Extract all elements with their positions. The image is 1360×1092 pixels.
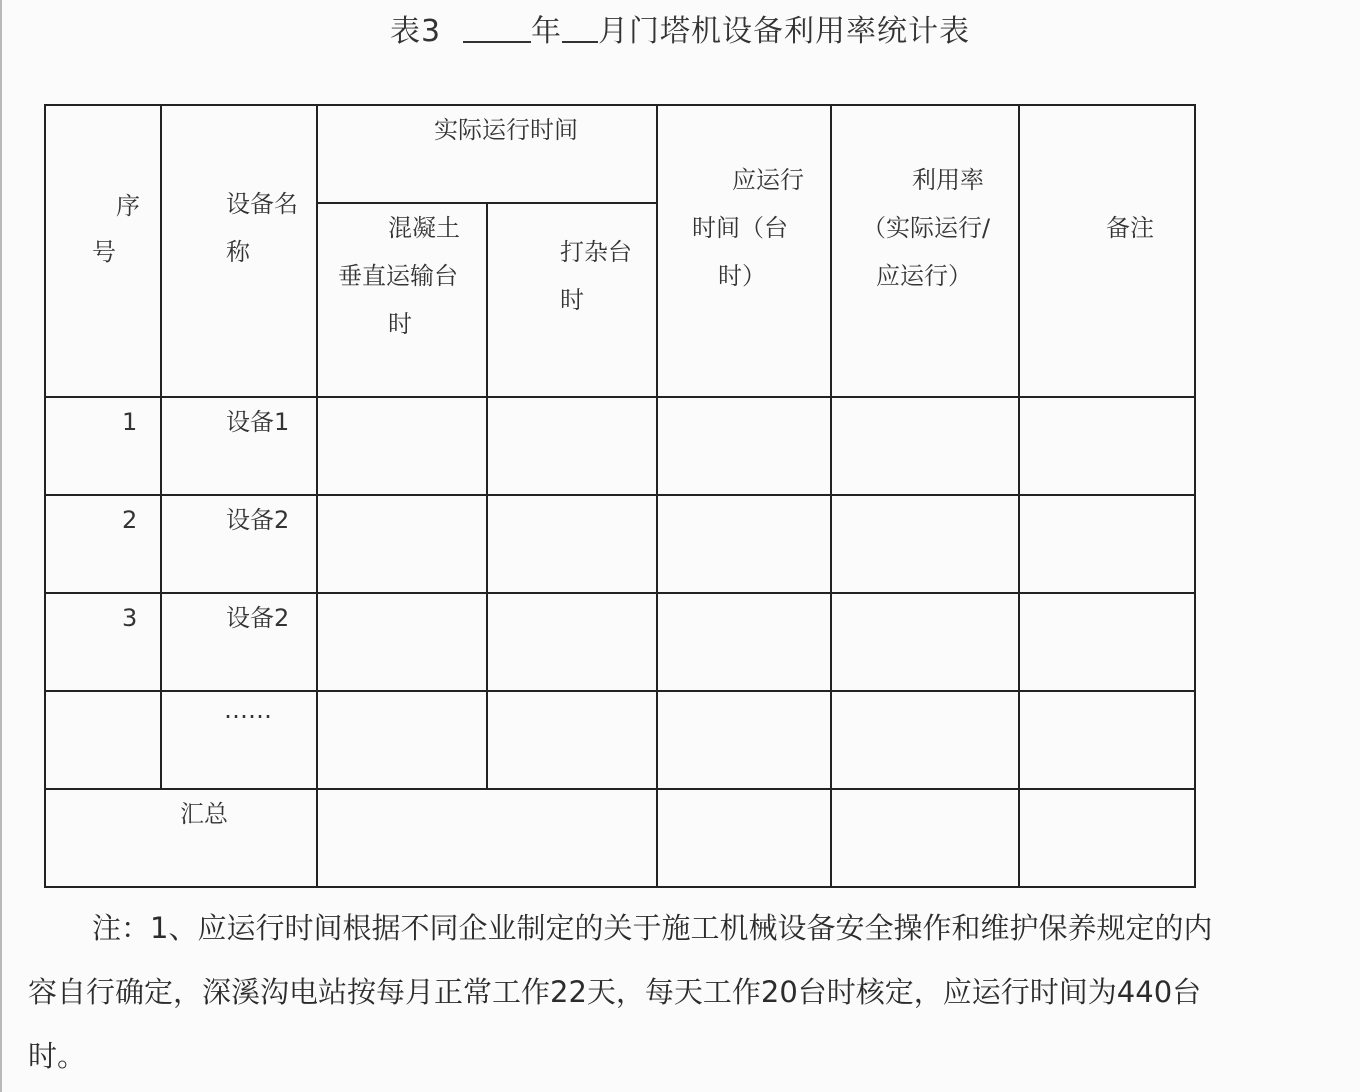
cell-misc: [487, 593, 657, 691]
header-seq: 序 号: [45, 105, 161, 397]
cell-remark: [1019, 397, 1195, 495]
cell-summary-label: 汇总: [45, 789, 317, 887]
table-row: [45, 593, 1195, 691]
cell-device-name: 设备1: [161, 397, 317, 495]
header-device-name: 设备名 称: [161, 105, 317, 397]
cell-misc: [487, 397, 657, 495]
header-planned-runtime: 应运行 时间（台 时）: [657, 105, 831, 397]
utilization-table: [44, 104, 1196, 888]
cell-remark: [1019, 593, 1195, 691]
cell-utilization: [831, 691, 1019, 789]
cell-remark: [1019, 495, 1195, 593]
title-prefix: 表3: [389, 14, 442, 49]
page-left-border: [0, 0, 2, 1092]
note-line-3: 时。: [28, 1039, 87, 1073]
title-rest: 月门塔机设备利用率统计表: [598, 14, 971, 49]
month-blank: [562, 15, 598, 43]
cell-concrete: [317, 495, 487, 593]
year-blank: [463, 15, 531, 43]
header-actual-runtime: 实际运行时间: [317, 105, 657, 203]
cell-remark: [1019, 691, 1195, 789]
table-note: [28, 896, 1338, 1088]
note-line-1: 注：1、应运行时间根据不同企业制定的关于施工机械设备安全操作和维护保养规定的内: [92, 911, 1213, 945]
cell-concrete: [317, 691, 487, 789]
cell-planned: [657, 397, 831, 495]
header-remark: 备注: [1019, 105, 1195, 397]
cell-planned: [657, 495, 831, 593]
header-utilization: 利用率 （实际运行/ 应运行）: [831, 105, 1019, 397]
cell-misc: [487, 495, 657, 593]
note-line-2: 容自行确定，深溪沟电站按每月正常工作22天，每天工作20台时核定，应运行时间为440台: [28, 975, 1202, 1009]
cell-utilization: [831, 397, 1019, 495]
cell-summary-utilization: [831, 789, 1019, 887]
table-row: [45, 397, 1195, 495]
cell-summary-remark: [1019, 789, 1195, 887]
cell-seq: 1: [45, 397, 161, 495]
summary-row: [45, 789, 1195, 887]
table-title: [0, 6, 1360, 50]
title-year-suffix: 年: [531, 14, 563, 49]
table-row: [45, 495, 1195, 593]
cell-utilization: [831, 593, 1019, 691]
cell-seq: 3: [45, 593, 161, 691]
cell-planned: [657, 691, 831, 789]
cell-summary-actual: [317, 789, 657, 887]
cell-device-name: 设备2: [161, 495, 317, 593]
cell-summary-planned: [657, 789, 831, 887]
cell-planned: [657, 593, 831, 691]
header-misc-hours: 打杂台 时: [487, 203, 657, 397]
cell-concrete: [317, 593, 487, 691]
table-row: [45, 691, 1195, 789]
header-concrete-hours: 混凝土 垂直运输台 时: [317, 203, 487, 397]
cell-device-name: 设备2: [161, 593, 317, 691]
cell-device-name: ……: [161, 691, 317, 789]
cell-seq: 2: [45, 495, 161, 593]
cell-utilization: [831, 495, 1019, 593]
cell-misc: [487, 691, 657, 789]
cell-concrete: [317, 397, 487, 495]
cell-seq: [45, 691, 161, 789]
